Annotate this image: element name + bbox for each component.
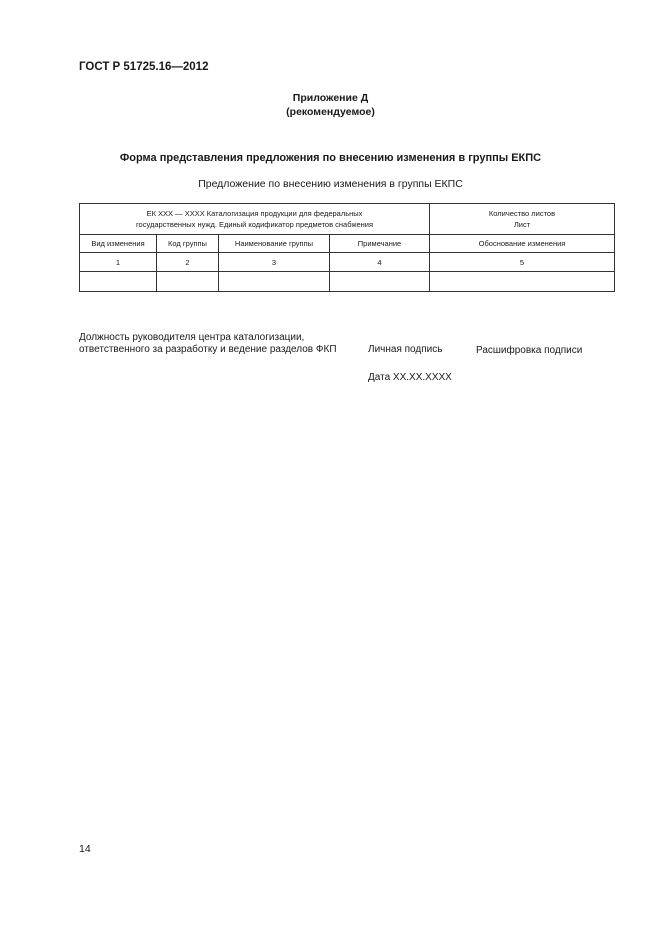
proposal-form-table [79, 203, 615, 292]
position-line2: ответственного за разработку и ведение разделов ФКП [79, 344, 337, 355]
column-number: 3 [219, 253, 330, 272]
personal-signature-label: Личная подпись [368, 344, 443, 355]
sheets-header-cell [430, 204, 615, 235]
empty-cell[interactable] [157, 272, 219, 292]
date-label: Дата XX.XX.XXXX [368, 372, 452, 383]
empty-cell[interactable] [430, 272, 615, 292]
signature-decoding-label: Расшифровка подписи [476, 345, 583, 356]
responsible-position [79, 332, 337, 356]
sheets-count-label: Количество листов [488, 209, 556, 218]
appendix-title: Приложение Д [292, 92, 369, 104]
catalog-header-cell [80, 204, 430, 235]
table-row [80, 272, 615, 292]
appendix-status: (рекомендуемое) [286, 106, 375, 118]
form-title: Форма представления предложения по внесению изменения в группы ЕКПС [119, 152, 542, 164]
column-header: Обоснование изменения [430, 235, 615, 253]
column-number: 5 [430, 253, 615, 272]
column-header: Вид изменения [80, 235, 157, 253]
form-subtitle: Предложение по внесению изменения в группы ЕКПС [198, 178, 463, 190]
column-header: Код группы [157, 235, 219, 253]
page-number: 14 [79, 843, 91, 855]
column-header: Наименование группы [219, 235, 330, 253]
column-number: 4 [330, 253, 430, 272]
catalog-header-line1: ЕК XXX — XXXX Каталогизация продукции для федеральных [146, 209, 363, 218]
column-number: 2 [157, 253, 219, 272]
document-code: ГОСТ Р 51725.16—2012 [79, 61, 209, 73]
catalog-header-line2: государственных нужд. Единый кодификатор предметов снабжения [135, 220, 374, 229]
sheet-label: Лист [513, 220, 531, 229]
column-header: Примечание [330, 235, 430, 253]
position-line1: Должность руководителя центра каталогизации, [79, 332, 305, 343]
empty-cell[interactable] [219, 272, 330, 292]
column-header-row [80, 235, 615, 253]
column-number: 1 [80, 253, 157, 272]
empty-cell[interactable] [80, 272, 157, 292]
empty-cell[interactable] [330, 272, 430, 292]
table-header-row [80, 204, 615, 235]
column-number-row [80, 253, 615, 272]
